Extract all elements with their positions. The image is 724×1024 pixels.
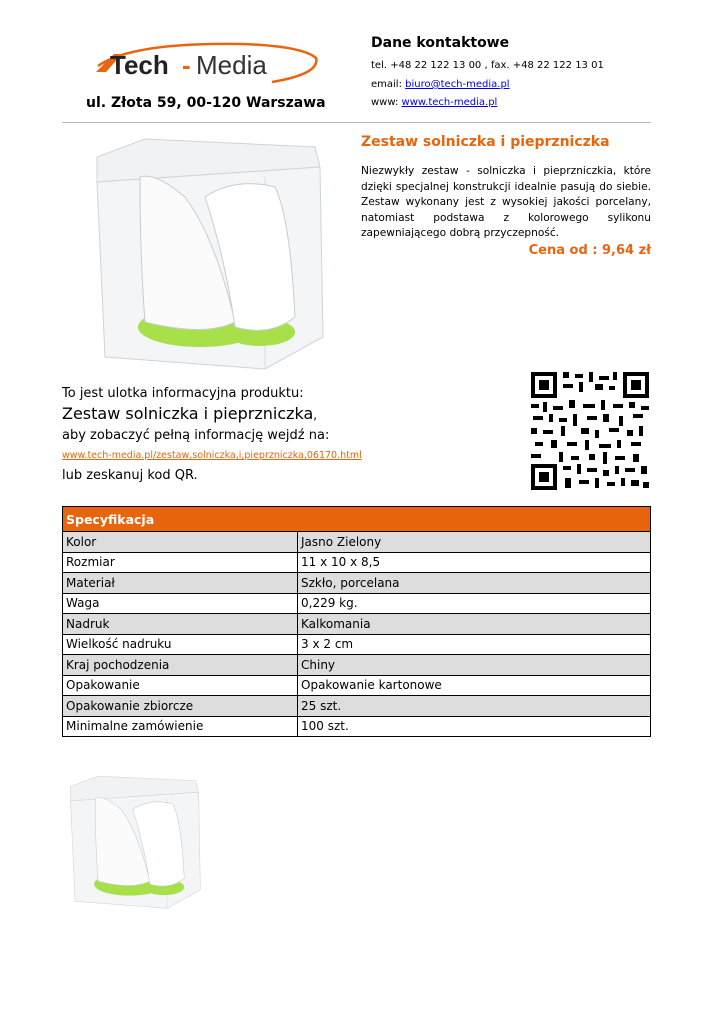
spec-value: Szkło, porcelana (298, 573, 651, 594)
leaflet-intro: To jest ulotka informacyjna produktu: (62, 386, 304, 401)
table-row (63, 614, 651, 635)
leaflet-product-name-text: Zestaw solniczka i pieprzniczka (62, 404, 314, 423)
table-row (63, 593, 651, 614)
table-row (63, 696, 651, 717)
spec-value: Kalkomania (298, 614, 651, 635)
email-link[interactable]: biuro@tech-media.pl (405, 79, 510, 90)
www-label: www: (371, 97, 402, 108)
spec-key: Nadruk (63, 614, 298, 635)
product-image-thumbnail (63, 775, 205, 910)
spec-value: 25 szt. (298, 696, 651, 717)
logo-text-sep: - (182, 50, 191, 80)
logo-text-media: Media (196, 50, 267, 80)
logo-text-tech: Tech (110, 50, 169, 80)
company-address: ul. Złota 59, 00-120 Warszawa (86, 95, 326, 111)
table-row (63, 716, 651, 737)
table-row (63, 675, 651, 696)
spec-key: Kolor (63, 532, 298, 553)
spec-key: Rozmiar (63, 552, 298, 573)
header-divider (62, 122, 651, 123)
qr-code-icon[interactable] (529, 370, 651, 492)
product-price: Cena od : 9,64 zł (528, 243, 651, 258)
leaflet-visit-text: aby zobaczyć pełną informację wejdź na: (62, 428, 330, 443)
spec-key: Opakowanie zbiorcze (63, 696, 298, 717)
spec-value: 100 szt. (298, 716, 651, 737)
spec-value: Jasno Zielony (298, 532, 651, 553)
table-row (63, 532, 651, 553)
product-title: Zestaw solniczka i pieprzniczka (361, 134, 610, 150)
product-url-link[interactable]: www.tech-media.pl/zestaw,solniczka,i,pieprzniczka,06170.html (62, 450, 362, 461)
tech-media-logo (92, 40, 322, 86)
table-row (63, 634, 651, 655)
spec-header-row (63, 507, 651, 532)
www-line (371, 97, 497, 108)
phone-fax-line: tel. +48 22 122 13 00 , fax. +48 22 122 13 01 (371, 60, 604, 71)
table-row (63, 552, 651, 573)
table-row (63, 655, 651, 676)
contact-title: Dane kontaktowe (371, 35, 510, 51)
spec-title: Specyfikacja (63, 507, 651, 532)
leaflet-product-name-suffix: , (313, 408, 318, 422)
spec-value: Chiny (298, 655, 651, 676)
spec-key: Wielkość nadruku (63, 634, 298, 655)
spec-key: Kraj pochodzenia (63, 655, 298, 676)
spec-key: Waga (63, 593, 298, 614)
product-image-main (85, 137, 330, 372)
www-link[interactable]: www.tech-media.pl (401, 97, 498, 108)
spec-key: Materiał (63, 573, 298, 594)
specification-table (62, 506, 651, 737)
leaflet-product-name (62, 404, 317, 423)
leaflet-scan-text: lub zeskanuj kod QR. (62, 468, 198, 483)
spec-value: 11 x 10 x 8,5 (298, 552, 651, 573)
product-description: Niezwykły zestaw - solniczka i pieprzniczkia, które dzięki specjalnej konstrukcji idealnie pasują do siebie. Zestaw wykonany jest z wysokiej jakości porcelany, natomiast podstawa z kolorowego sylikonu zapewniającego dobrą przyczepność. (361, 165, 651, 239)
table-row (63, 573, 651, 594)
spec-value: 3 x 2 cm (298, 634, 651, 655)
spec-key: Minimalne zamówienie (63, 716, 298, 737)
email-line (371, 79, 510, 90)
spec-value: 0,229 kg. (298, 593, 651, 614)
spec-key: Opakowanie (63, 675, 298, 696)
spec-value: Opakowanie kartonowe (298, 675, 651, 696)
email-label: email: (371, 79, 406, 90)
